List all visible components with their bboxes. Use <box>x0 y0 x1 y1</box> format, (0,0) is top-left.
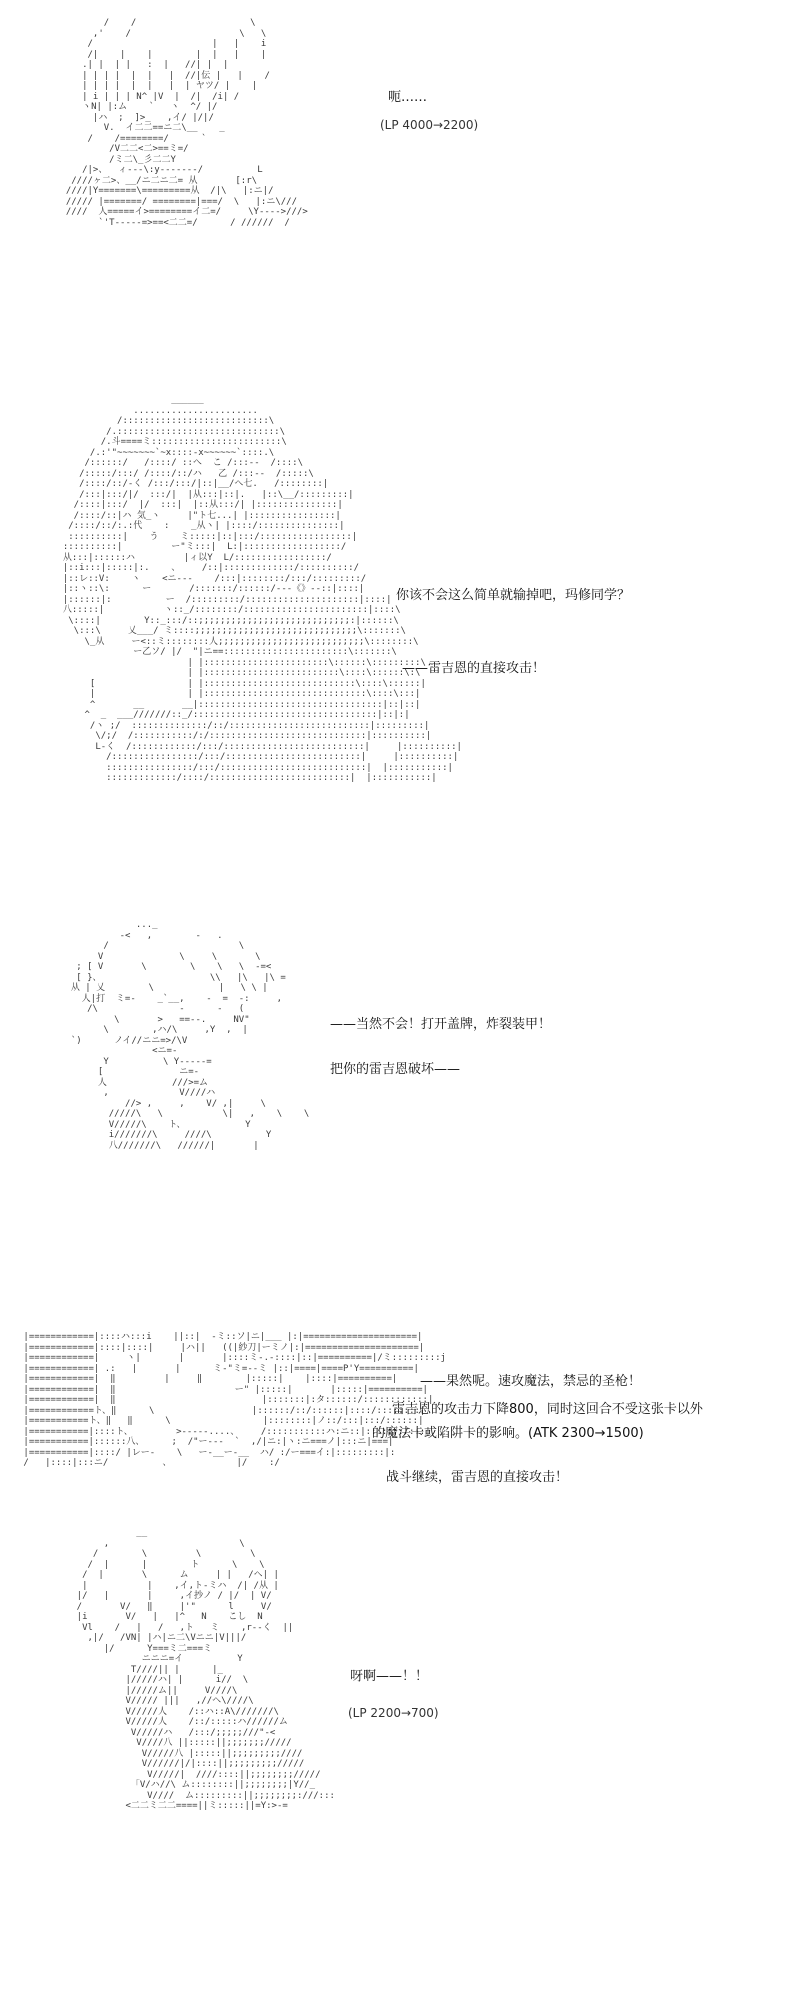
ascii-art-figure-1: / / \ ,' / \ \ / | | i /| | | | | | | .| | | | : | //| | | | | | | | | | //|伝 | | / | | | | | | | | ヤツ/ | | | i | | | N^ |V | /| /i| / ヽN| |:ム ` ヽ ^/ |/ |ハ ; ]>_ ,イ/ |/|/ V. イ二二==ニ二\__ _ / /========/ ` /V二二<二>==ミ=/ /ミ二\_彡二二Y /|>、 ィ---\:y-------/ L ////ヶ二>、__/ニ二ニ二= 从 [:r\ ////|Y=======\=========从 /|\ |:ニ|/ ///// |=======/ ========|===/ \ |:ニ\/// //// 人=====イ>========イ二=/ \Y---->///> `'T-----=>==<二二=/ / ////// / <box>65 18 308 228</box>
dialogue-line: 战斗继续，雷吉恩的直接攻击！ <box>386 1470 569 1485</box>
panel-4 <box>0 1320 800 1500</box>
ascii-art-figure-5: __ , \ / \ \ \ / | | ト \ \ / | \ ム | | /ヘ| | | | ,イ,ト-ミハ /| /从 | |/ | | ,イ抄ノ / |/ | V/ / V/ ‖ |'" l V/ |i V/ | |^ N こし N Vl / | / ,ト ミ ,r--く || ,|/ /VN| |ハ|ニ二\Vニニ|V|||/ |/ Y===ミ二===ミ ニニニ=イ Y T////|| | |_ |/////ハ| | i// \ |/////ム|| V////\ V///// ||| ,//ヘ\////\ V/////人 /::ハ::A\///////\ V/////人 /::/:::::ハ//////ム V/////ハ /:::/;;;;;///"-< V////八 ||:::::||;;;;;;;///// V/////八 |:::::||;;;;;;;;;//// V//////|/|::::||;;;;;;;;;///// V/////| ////::::||;;;;;;;;///// 「V/ハ//\ ム::::::::||;;;;;;;;|Y//_ V//// ム:::::::::||;;;;;;;;:///::: <二二ミ二二====||ミ:::::||=Y:>-= <box>76 1528 335 1811</box>
panel-2 <box>0 385 800 915</box>
dialogue-line: 雷吉恩的攻击力下降800，同时这回合不受这张卡以外 <box>392 1402 703 1417</box>
dialogue-line: 你该不会这么简单就输掉吧，玛修同学？ <box>396 588 631 603</box>
dialogue-line: 的魔法卡或陷阱卡的影响。(ATK 2300→1500) <box>372 1426 644 1441</box>
panel-5 <box>0 1520 800 2000</box>
panel-1 <box>0 0 800 370</box>
dialogue-line: 把你的雷吉恩破坏—— <box>330 1062 461 1077</box>
panel-3 <box>0 920 800 1300</box>
lp-change-note: (LP 4000→2200) <box>380 118 479 132</box>
dialogue-line: 呃…… <box>388 90 428 105</box>
dialogue-line: ——果然呢。速攻魔法，禁忌的圣枪！ <box>420 1374 642 1389</box>
dialogue-line: ——当然不会！打开盖牌，炸裂装甲！ <box>330 1017 552 1032</box>
dialogue-line: ——雷吉恩的直接攻击！ <box>402 661 546 676</box>
dialogue-line: 呀啊——！！ <box>350 1669 429 1684</box>
ascii-art-figure-4: |============|::::ハ:::i ||::| -ミ::ソ|ニ|___ |:|=====================| |============|::::|::::| |ハ|| ((|紗刀|ーミノ|:|=====================| |============| ヽ| | |::::ミ-.-::::|::|==========|/ミ:::::::::j |============| .: | | ミ-"ミ=--ミ |::|====|====P'Y==========| |============| ‖ | ‖ |:::::| |::::|==========| |============| ‖ ー" |:::::| |:::::|==========| |============| ‖ |:::::::|:タ::::::/::::::::::::| |============ト、‖ \ |::::::/::/::::::|::::/::::::::| |===========ト、‖ ‖ \ |::::::::|ノ::/:::|:::/::::::| |===========|::::ト、 >-----....、 /:::::::::::ハ:ニ::|:::::::/:::| |===========|::::::八、 ; /"ー--- ` ,/|ニ:|ヽ:ニ===ノ|:::ニ|===| |===========|::::/ |レー- \ ー-__ー-__ ハ/ :/ー===イ:|:::::::::|: / |::::|:::ニ/ 、 |/ :/ <box>23 1332 446 1468</box>
lp-change-note: (LP 2200→700) <box>348 1706 439 1720</box>
ascii-art-figure-2: ______ ....................... /:::::::::::::::::::::::::::\ /.::::::::::::::::::::::::::::::\ /.斗====ミ::::::::::::::::::::::::\ /.:'"~~~~~~~`~x::::-x~~~~~~`::::.\ /::::::/ /::::/ ::へ こ /:::-- /::::\ /:::::/:::/ /::::/::/ハ 乙 /:::-- /:::::\ /::::/::/-く /:::/:::/|::|__/へ七. /::::::::| /:::|:::/|/ :::/| |从:::|::|. |::\__/:::::::::| /::::|:::/ |/ :::| |::从:::/| |:::::::::::::::| /::::/::|ハ 気_ヽ |"ト七...| |::::::::::::::::| /::::/::/:.:代 : _从ヽ| |::::/:::::::::::::::| ::::::::::| う ミ:::::|::|:::/:::::::::::::::::| ::::::::::| ー"ミ:::| L:|::::::::::::::::::/ 从:::|::::::ハ |ィ以Y L/:::::::::::::::::/ |::i:::|:::::|:. 、 /::|:::::::::::::/::::::::::/ |::レ::V: ヽ <ニ--- /:::|::::::::/:::/:::::::::/ |::ヽ::\: ー /:::::::/::::::/---《》--::|::::| |::::::|: ー /:::::::::/:::::::::::::::::::::|::::| 八:::::| ヽ::_/::::::::/:::::::::::::::::::::::|::::\ \::::| Y::_:::/::;;;;;;;;;;;;;;;;;;;;;;;;;;;;:|::::::\ \:::\ 乂___/ ミ::::;;;;;;;;;;;;;;;;;;;;;;;;;;;;;;\:::::::\ \_从 ー<::ミ::::::::人;;;;;;;;;;;;;;;;;;;;;;;;;;;\::::::::\ ー乙ソ/ |/ "|ニ==:::::::::::::::::::::::\:::::::\ | |:::::::::::::::::::::::\::::::\:::::::::\ | |:::::::::::::::::::::::::\::::\::::::\:\ [ | |::::::::::::::::::::::::::::\::::\::::::| | | |::::::::::::::::::::::::::::::\::::\:::| ^ __ __|::::::::::::::::::::::::::::::::::|::|::| ^ _ ___///////::_/::::::::::::::::::::::::::::::::::|::|:| /ヽ ;/ ::::::::::::::/::/::::::::::::::::::::::::::|:::::::::| \/;/ /:::::::::::/:/:::::::::::::::::::::::::::::|::::::::::| L-く /::::::::::::/:::/::::::::::::::::::::::::::| |::::::::::| /::::::::::::::::/:::/:::::::::::::::::::::::::| |::::::::::| ::::::::::::::::/:::/:::::::::::::::::::::::::::| |:::::::::::| :::::::::::::/::::/::::::::::::::::::::::::::| |:::::::::::| <box>62 395 462 783</box>
ascii-art-figure-3: ..._ -< , - . / \ V \ \ \ ; [ V \ \ \ \ -=< [ }、 \\ |\ |\ = 从 | 乂 \ | \ \ | 人|打 ミ=- _`__, - = -: , /\ - - ( \ > ==--. NV" \ ,ハ/\ ,Y , | `) ノイ//ニニ=>/\V <ニ=- Y \ Y-----= [ ニ=- 人 ///>=ム , V////ハ //> , , V/ ,| \ /////\ \ \| , \ \ V/////\ ト、 Y i///////\ ////\ Y 八///////\ //////| | <box>70 920 310 1151</box>
